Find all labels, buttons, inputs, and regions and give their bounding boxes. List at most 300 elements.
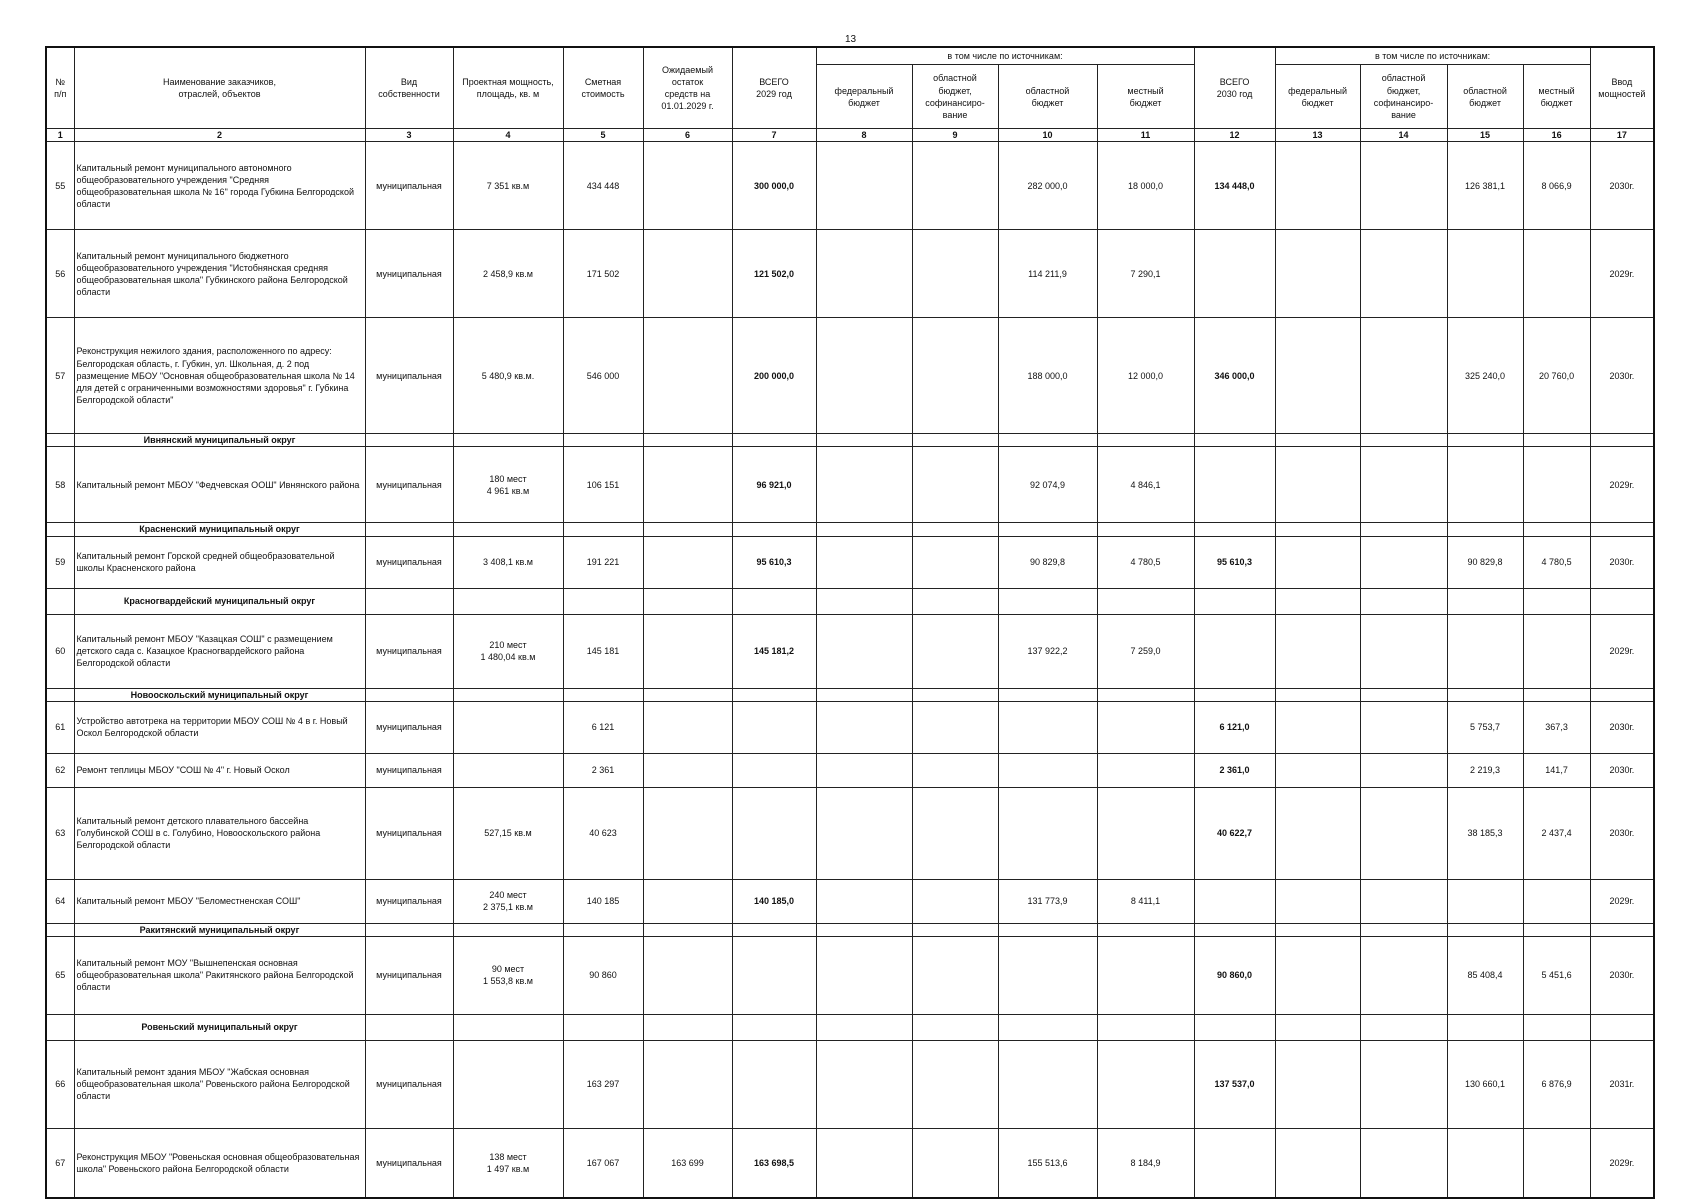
federal-2029 [816,318,912,434]
empty-cell [1360,923,1447,936]
empty-cell [732,1014,816,1040]
empty-cell [998,434,1097,447]
total-2029: 200 000,0 [732,318,816,434]
header-capacity: Проектная мощность, площадь, кв. м [453,47,563,129]
capacity [453,1040,563,1128]
row-number: 63 [46,787,74,879]
empty-cell [1590,523,1654,536]
district-spacer [46,523,74,536]
regional-2030 [1447,614,1523,688]
local-2030 [1523,447,1590,523]
regional-2029 [998,701,1097,753]
ownership: муниципальная [365,142,453,230]
regional-cofin-2030 [1360,936,1447,1014]
district-spacer [46,688,74,701]
federal-2030 [1275,701,1360,753]
header-federal-2029: федеральный бюджет [816,65,912,129]
federal-2029 [816,753,912,787]
expected-balance [643,230,732,318]
empty-cell [1590,1014,1654,1040]
capacity: 527,15 кв.м [453,787,563,879]
federal-2030 [1275,318,1360,434]
regional-2029: 155 513,6 [998,1128,1097,1198]
regional-cofin-2029 [912,787,998,879]
table-row [46,447,1654,523]
empty-cell [563,923,643,936]
regional-2030: 5 753,7 [1447,701,1523,753]
empty-cell [1360,1014,1447,1040]
expected-balance [643,879,732,923]
row-number: 62 [46,753,74,787]
empty-cell [1275,1014,1360,1040]
federal-2030 [1275,142,1360,230]
total-2030: 6 121,0 [1194,701,1275,753]
ownership: муниципальная [365,614,453,688]
empty-cell [998,688,1097,701]
table-row [46,1128,1654,1198]
column-number: 4 [453,129,563,142]
total-2030 [1194,230,1275,318]
local-2030 [1523,614,1590,688]
commissioning-year: 2030г. [1590,318,1654,434]
federal-2030 [1275,787,1360,879]
empty-cell [732,588,816,614]
ownership: муниципальная [365,787,453,879]
header-ownership: Вид собственности [365,47,453,129]
estimated-cost: 6 121 [563,701,643,753]
regional-2029 [998,787,1097,879]
local-2029: 18 000,0 [1097,142,1194,230]
column-number: 6 [643,129,732,142]
regional-2030: 38 185,3 [1447,787,1523,879]
ownership: муниципальная [365,701,453,753]
district-name: Ровеньский муниципальный округ [74,1014,365,1040]
header-estimated-cost: Сметная стоимость [563,47,643,129]
column-number: 3 [365,129,453,142]
empty-cell [643,1014,732,1040]
column-number: 14 [1360,129,1447,142]
empty-cell [912,923,998,936]
local-2029: 7 290,1 [1097,230,1194,318]
regional-2030 [1447,230,1523,318]
capacity: 138 мест 1 497 кв.м [453,1128,563,1198]
commissioning-year: 2029г. [1590,614,1654,688]
empty-cell [998,923,1097,936]
regional-2029 [998,753,1097,787]
regional-cofin-2029 [912,142,998,230]
capacity: 210 мест 1 480,04 кв.м [453,614,563,688]
empty-cell [1447,523,1523,536]
row-number: 57 [46,318,74,434]
regional-2029: 131 773,9 [998,879,1097,923]
commissioning-year: 2030г. [1590,936,1654,1014]
empty-cell [453,688,563,701]
column-number: 2 [74,129,365,142]
regional-cofin-2030 [1360,701,1447,753]
local-2030: 141,7 [1523,753,1590,787]
local-2030 [1523,1128,1590,1198]
empty-cell [912,688,998,701]
empty-cell [453,434,563,447]
total-2029: 121 502,0 [732,230,816,318]
header-total-2029: ВСЕГО 2029 год [732,47,816,129]
empty-cell [998,588,1097,614]
regional-2029 [998,1040,1097,1128]
empty-cell [912,523,998,536]
empty-cell [1275,688,1360,701]
empty-cell [1194,1014,1275,1040]
regional-cofin-2030 [1360,879,1447,923]
estimated-cost: 140 185 [563,879,643,923]
empty-cell [365,923,453,936]
regional-cofin-2030 [1360,787,1447,879]
column-number: 9 [912,129,998,142]
empty-cell [453,923,563,936]
table-header [46,47,1654,142]
regional-cofin-2030 [1360,614,1447,688]
regional-cofin-2029 [912,536,998,588]
estimated-cost: 546 000 [563,318,643,434]
estimated-cost: 106 151 [563,447,643,523]
empty-cell [1523,588,1590,614]
regional-cofin-2030 [1360,753,1447,787]
empty-cell [643,523,732,536]
district-row [46,588,1654,614]
federal-2030 [1275,753,1360,787]
total-2029: 95 610,3 [732,536,816,588]
district-row [46,1014,1654,1040]
regional-cofin-2029 [912,1128,998,1198]
empty-cell [1275,434,1360,447]
regional-2029 [998,936,1097,1014]
district-spacer [46,588,74,614]
capacity: 2 458,9 кв.м [453,230,563,318]
header-regional-2029: областной бюджет [998,65,1097,129]
empty-cell [365,523,453,536]
table-row [46,936,1654,1014]
local-2029 [1097,701,1194,753]
empty-cell [1275,523,1360,536]
capacity: 180 мест 4 961 кв.м [453,447,563,523]
commissioning-year: 2029г. [1590,879,1654,923]
regional-cofin-2029 [912,614,998,688]
commissioning-year: 2030г. [1590,142,1654,230]
capacity: 90 мест 1 553,8 кв.м [453,936,563,1014]
object-name: Капитальный ремонт МОУ "Вышнепенская основная общеобразовательная школа" Ракитянского района Белгородской области [74,936,365,1014]
header-total-2030: ВСЕГО 2030 год [1194,47,1275,129]
district-spacer [46,923,74,936]
local-2030: 8 066,9 [1523,142,1590,230]
estimated-cost: 191 221 [563,536,643,588]
row-number: 56 [46,230,74,318]
ownership: муниципальная [365,230,453,318]
regional-cofin-2030 [1360,230,1447,318]
regional-cofin-2029 [912,701,998,753]
district-name: Новооскольский муниципальный округ [74,688,365,701]
table-row [46,787,1654,879]
empty-cell [732,434,816,447]
empty-cell [1275,588,1360,614]
empty-cell [1097,588,1194,614]
regional-cofin-2030 [1360,1040,1447,1128]
local-2029: 8 184,9 [1097,1128,1194,1198]
empty-cell [453,588,563,614]
header-federal-2030: федеральный бюджет [1275,65,1360,129]
empty-cell [1590,588,1654,614]
federal-2029 [816,536,912,588]
empty-cell [1523,434,1590,447]
header-expected-balance: Ожидаемый остаток средств на 01.01.2029 г. [643,47,732,129]
object-name: Капитальный ремонт МБОУ "Федчевская ООШ" Ивнянского района [74,447,365,523]
empty-cell [1590,688,1654,701]
local-2029 [1097,753,1194,787]
total-2029 [732,701,816,753]
federal-2030 [1275,1040,1360,1128]
federal-2029 [816,787,912,879]
total-2030: 40 622,7 [1194,787,1275,879]
regional-cofin-2030 [1360,536,1447,588]
local-2029 [1097,1040,1194,1128]
empty-cell [1523,688,1590,701]
column-number: 7 [732,129,816,142]
empty-cell [1194,434,1275,447]
header-sources-2029: в том числе по источникам: [816,47,1194,65]
header-regional-2030: областной бюджет [1447,65,1523,129]
column-number-row [46,129,1654,142]
empty-cell [1447,588,1523,614]
empty-cell [1097,1014,1194,1040]
total-2029: 300 000,0 [732,142,816,230]
district-spacer [46,434,74,447]
empty-cell [1590,434,1654,447]
regional-2030 [1447,1128,1523,1198]
federal-2029 [816,142,912,230]
district-row [46,688,1654,701]
total-2029: 96 921,0 [732,447,816,523]
regional-cofin-2029 [912,318,998,434]
empty-cell [816,523,912,536]
regional-2030 [1447,447,1523,523]
ownership: муниципальная [365,1040,453,1128]
column-number: 10 [998,129,1097,142]
expected-balance [643,753,732,787]
federal-2029 [816,701,912,753]
empty-cell [1523,923,1590,936]
table-row [46,1040,1654,1128]
local-2029 [1097,787,1194,879]
row-number: 65 [46,936,74,1014]
empty-cell [365,434,453,447]
total-2029: 140 185,0 [732,879,816,923]
empty-cell [816,688,912,701]
empty-cell [1097,434,1194,447]
empty-cell [1194,923,1275,936]
table-row [46,142,1654,230]
local-2030: 367,3 [1523,701,1590,753]
district-row [46,923,1654,936]
header-regional-cofin-2029: областной бюджет, софинансиро- вание [912,65,998,129]
row-number: 59 [46,536,74,588]
page-number: 13 [845,34,857,45]
empty-cell [1275,923,1360,936]
regional-cofin-2030 [1360,318,1447,434]
header-sources-2030: в том числе по источникам: [1275,47,1590,65]
expected-balance [643,142,732,230]
district-name: Ивнянский муниципальный округ [74,434,365,447]
empty-cell [1097,923,1194,936]
expected-balance [643,318,732,434]
total-2030: 95 610,3 [1194,536,1275,588]
header-commissioning: Ввод мощностей [1590,47,1654,129]
federal-2029 [816,1040,912,1128]
table-row [46,536,1654,588]
federal-2030 [1275,447,1360,523]
header-local-2029: местный бюджет [1097,65,1194,129]
total-2030 [1194,1128,1275,1198]
commissioning-year: 2029г. [1590,230,1654,318]
object-name: Капитальный ремонт МБОУ "Казацкая СОШ" с размещением детского сада с. Казацкое Красногвардейского района Белгородской области [74,614,365,688]
empty-cell [563,688,643,701]
local-2030: 20 760,0 [1523,318,1590,434]
local-2029: 4 780,5 [1097,536,1194,588]
empty-cell [1097,688,1194,701]
column-number: 16 [1523,129,1590,142]
expected-balance [643,701,732,753]
row-number: 61 [46,701,74,753]
empty-cell [732,923,816,936]
commissioning-year: 2030г. [1590,753,1654,787]
local-2029: 7 259,0 [1097,614,1194,688]
district-row [46,434,1654,447]
empty-cell [563,523,643,536]
table-row [46,879,1654,923]
object-name: Реконструкция нежилого здания, расположенного по адресу: Белгородская область, г. Губкин, ул. Школьная, д. 2 под размещение МБОУ "Основная общеобразовательная школа № 14 для детей с ограниченными возможностями здоровья" г. Губкина Белгородской области" [74,318,365,434]
district-name: Красненский муниципальный округ [74,523,365,536]
expected-balance [643,536,732,588]
federal-2030 [1275,1128,1360,1198]
local-2030: 2 437,4 [1523,787,1590,879]
commissioning-year: 2029г. [1590,1128,1654,1198]
empty-cell [816,588,912,614]
ownership: муниципальная [365,753,453,787]
commissioning-year: 2030г. [1590,787,1654,879]
local-2030: 6 876,9 [1523,1040,1590,1128]
total-2030: 137 537,0 [1194,1040,1275,1128]
local-2030 [1523,230,1590,318]
local-2029: 8 411,1 [1097,879,1194,923]
empty-cell [1097,523,1194,536]
district-name: Ракитянский муниципальный округ [74,923,365,936]
empty-cell [998,523,1097,536]
empty-cell [365,688,453,701]
table-row [46,230,1654,318]
column-number: 12 [1194,129,1275,142]
empty-cell [1523,1014,1590,1040]
ownership: муниципальная [365,536,453,588]
empty-cell [912,1014,998,1040]
federal-2029 [816,447,912,523]
empty-cell [912,434,998,447]
empty-cell [1447,434,1523,447]
federal-2029 [816,879,912,923]
header-name: Наименование заказчиков, отраслей, объектов [74,47,365,129]
regional-2030: 325 240,0 [1447,318,1523,434]
table-row [46,614,1654,688]
row-number: 55 [46,142,74,230]
row-number: 66 [46,1040,74,1128]
total-2029 [732,936,816,1014]
column-number: 17 [1590,129,1654,142]
regional-cofin-2029 [912,936,998,1014]
local-2030: 4 780,5 [1523,536,1590,588]
empty-cell [1194,523,1275,536]
empty-cell [643,434,732,447]
estimated-cost: 163 297 [563,1040,643,1128]
commissioning-year: 2030г. [1590,536,1654,588]
expected-balance [643,1040,732,1128]
regional-cofin-2029 [912,447,998,523]
regional-2030 [1447,879,1523,923]
empty-cell [1447,923,1523,936]
object-name: Капитальный ремонт муниципального бюджетного общеобразовательного учреждения "Истобнянская средняя общеобразовательная школа" Губкинского района Белгородской области [74,230,365,318]
empty-cell [732,688,816,701]
expected-balance [643,614,732,688]
empty-cell [1447,688,1523,701]
local-2030 [1523,879,1590,923]
row-number: 58 [46,447,74,523]
expected-balance [643,936,732,1014]
total-2030: 346 000,0 [1194,318,1275,434]
ownership: муниципальная [365,1128,453,1198]
district-name: Красногвардейский муниципальный округ [74,588,365,614]
expected-balance: 163 699 [643,1128,732,1198]
column-number: 5 [563,129,643,142]
empty-cell [1360,688,1447,701]
object-name: Капитальный ремонт детского плавательного бассейна Голубинской СОШ в с. Голубино, Новооскольского района Белгородской области [74,787,365,879]
empty-cell [732,523,816,536]
empty-cell [1194,588,1275,614]
regional-cofin-2029 [912,230,998,318]
federal-2030 [1275,936,1360,1014]
column-number: 15 [1447,129,1523,142]
local-2029 [1097,936,1194,1014]
object-name: Ремонт теплицы МБОУ "СОШ № 4" г. Новый Оскол [74,753,365,787]
empty-cell [1360,434,1447,447]
header-regional-cofin-2030: областной бюджет, софинансиро- вание [1360,65,1447,129]
total-2029 [732,753,816,787]
estimated-cost: 90 860 [563,936,643,1014]
ownership: муниципальная [365,318,453,434]
row-number: 60 [46,614,74,688]
total-2030 [1194,614,1275,688]
investment-table [45,46,1655,1199]
ownership: муниципальная [365,936,453,1014]
regional-2030: 2 219,3 [1447,753,1523,787]
empty-cell [453,523,563,536]
regional-cofin-2030 [1360,1128,1447,1198]
object-name: Капитальный ремонт здания МБОУ "Жабская основная общеобразовательная школа" Ровеньского района Белгородской области [74,1040,365,1128]
total-2029: 145 181,2 [732,614,816,688]
header-num: № п/п [46,47,74,129]
empty-cell [1360,523,1447,536]
regional-cofin-2030 [1360,447,1447,523]
district-spacer [46,1014,74,1040]
empty-cell [1447,1014,1523,1040]
local-2029: 4 846,1 [1097,447,1194,523]
object-name: Капитальный ремонт муниципального автономного общеобразовательного учреждения "Средняя общеобразовательная школа № 16" города Губкина Белгородской области [74,142,365,230]
capacity: 3 408,1 кв.м [453,536,563,588]
expected-balance [643,787,732,879]
